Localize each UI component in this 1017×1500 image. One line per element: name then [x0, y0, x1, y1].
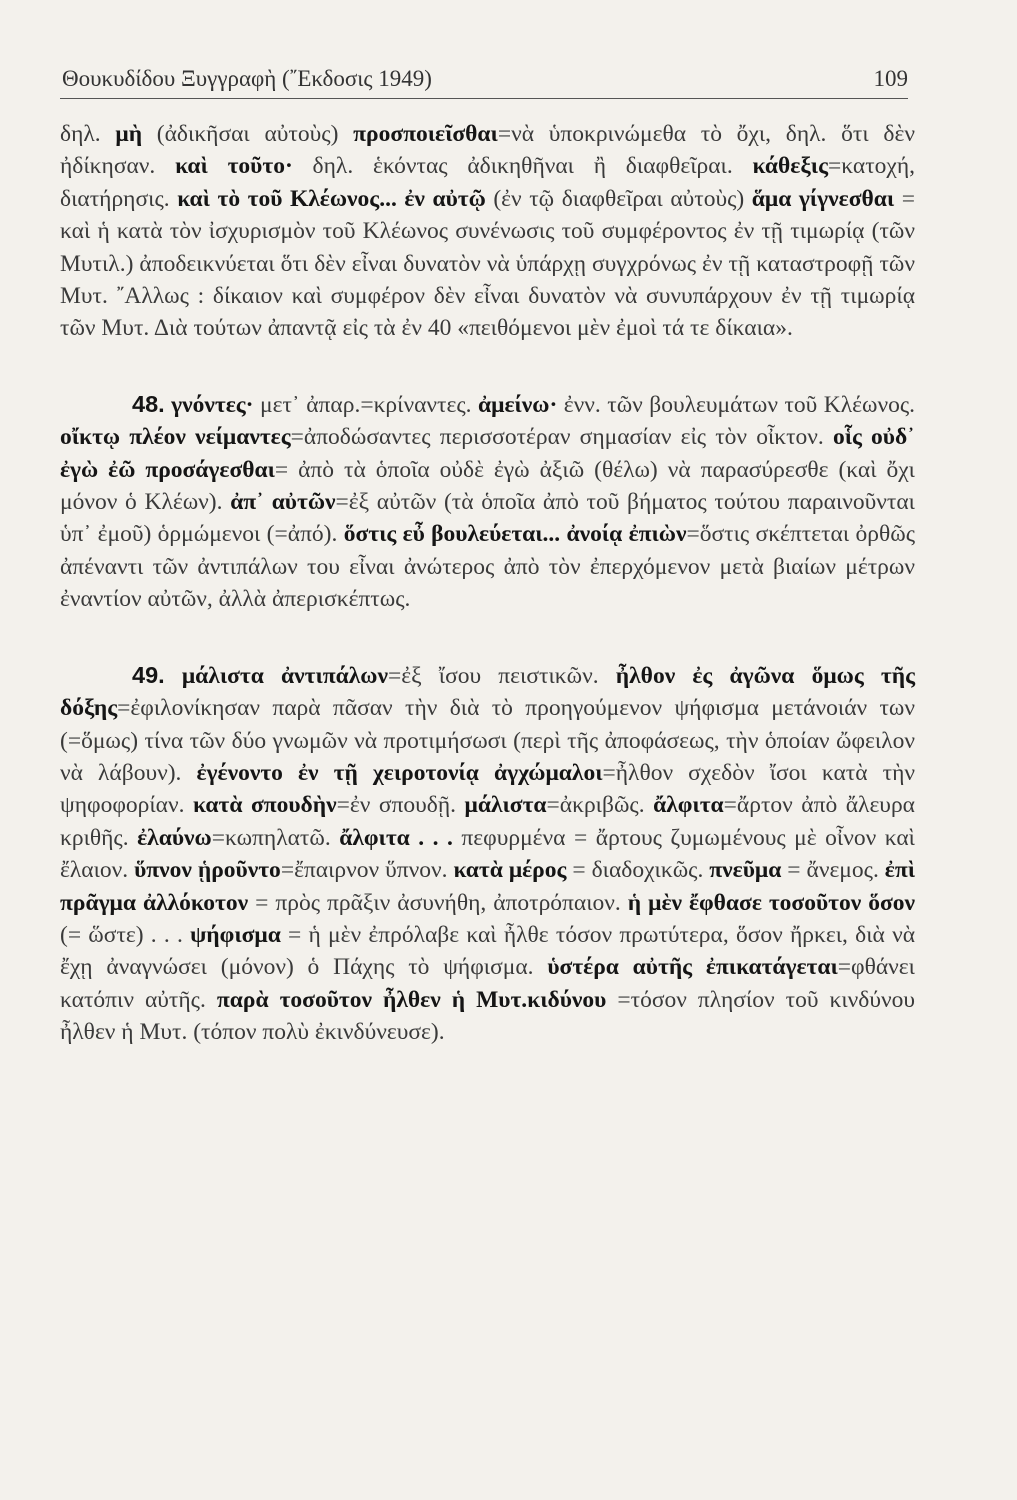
lemma: ἀπ᾽ αὐτῶν [230, 489, 336, 516]
lemma: ἐπὶ πρᾶγμα ἀλλόκοτον [60, 857, 915, 916]
gloss: = ἄνεμος. [781, 857, 885, 884]
lemma: καὶ τὸ τοῦ Κλέωνος... ἐν αὐτῷ [177, 185, 486, 212]
lemma: ὅστις εὖ βουλεύεται... ἀνοίᾳ ἐπιὼν [343, 521, 687, 548]
lemma: ἐγένοντο ἐν τῇ χειροτονίᾳ ἀγχώμαλοι [196, 759, 603, 786]
lemma: ἦλθον ἐς ἀγῶνα ὅμως τῆς δόξης [60, 662, 916, 722]
gloss: μετ᾽ ἀπαρ.=κρίναντες. [253, 391, 479, 418]
lemma: παρὰ τοσοῦτον ἦλθεν ἡ Μυτ.κιδύνου [216, 986, 607, 1013]
lemma: κατὰ σπουδὴν [193, 792, 337, 819]
commentary-body [60, 118, 915, 1049]
lemma: προσποιεῖσθαι [353, 121, 498, 147]
lemma: καὶ τοῦτο· [175, 153, 293, 180]
gloss: =ὅστις σκέπτεται ὀρθῶς ἀπέναντι τῶν ἀντιπάλων του εἶναι ἀνώτερος ἀπὸ τὸν ἐπερχόμενον μετὰ βιαίων μέτρων ἐναντίον αὐτῶν, ἀλλὰ ἀπερισκέπτως. [60, 521, 915, 613]
gloss: =ἐξ ἴσου πειστικῶν. [387, 662, 616, 689]
lemma: ψήφισμα [190, 921, 281, 948]
gloss: =ἀποδώσαντες περισσοτέραν σημασίαν εἰς τὸν οἶκτον. [290, 424, 833, 451]
gloss: =ἐφιλονίκησαν παρὰ πᾶσαν τὴν διὰ τὸ προηγούμενον ψήφισμα μετάνοιάν των (=ὅμως) τίνα τῶν δύο γνωμῶν νὰ προτιμήσωσι (περὶ τῆς ἀποφάσεως, τὴν ὁποίαν ὤφειλον νὰ λάβουν). [60, 695, 915, 786]
paragraph-47-continuation [60, 118, 915, 345]
lemma: ἐλαύνω [137, 824, 212, 851]
gloss: = ἀπὸ τὰ ὁποῖα οὐδὲ ἐγὼ ἀξιῶ (θέλω) νὰ παρασύρεσθε (καὶ ὄχι μόνον ὁ Κλέων). [60, 456, 915, 516]
section-number: 48. [132, 390, 165, 417]
gloss: =κωπηλατῶ. [211, 824, 340, 851]
lemma: μάλιστα ἀντιπάλων [181, 662, 388, 689]
lemma: ὕπνον ᾑροῦντο [134, 857, 281, 884]
gloss: =ἐξ αὐτῶν (τὰ ὁποῖα ἀπὸ τοῦ βήματος τούτου παραινοῦνται ὑπ᾽ ἐμοῦ) ὁρμώμενοι (=ἀπό). [60, 489, 915, 548]
section-number: 49. [132, 661, 165, 688]
lemma: ἅμα γίγνεσθαι [751, 185, 895, 212]
lemma: κατὰ μέρος [453, 857, 567, 884]
gloss: =νὰ ὑποκρινώμεθα τὸ ὄχι, δηλ. ὅτι δὲν ἠδίκησαν. [60, 121, 915, 180]
gloss: (= ὥστε) . . . [60, 921, 191, 948]
lemma: ἀμείνω· [478, 391, 558, 418]
gloss: δηλ. ἑκόντας ἀδικηθῆναι ἢ διαφθεῖραι. [292, 153, 753, 180]
lemma: πνεῦμα [709, 857, 782, 884]
lemma: μάλιστα [464, 792, 547, 819]
lemma: οἷς οὐδ᾽ ἐγὼ ἐῶ προσάγεσθαι [60, 424, 915, 483]
gloss: =ἀκριβῶς. [546, 792, 654, 819]
gloss: =τόσον πλησίον τοῦ κινδύνου ἦλθεν ἡ Μυτ. (τόπον πολὺ ἐκινδύνευσε). [60, 986, 915, 1046]
gloss: (ἀδικῆσαι αὐτοὺς) [142, 121, 354, 147]
gloss: =φθάνει κατόπιν αὐτῆς. [60, 954, 915, 1013]
paragraph-48 [60, 388, 915, 616]
gloss: = διαδοχικῶς. [566, 857, 710, 884]
lemma: ἄλφιτα [653, 792, 724, 819]
gloss: =ἄρτον ἀπὸ ἄλευρα κριθῆς. [60, 792, 915, 851]
paragraph-49 [60, 659, 915, 1049]
lemma: ἡ μὲν ἔφθασε τοσοῦτον ὅσον [627, 889, 916, 916]
header-title: Θουκυδίδου Ξυγγραφὴ (῎Εκδοσις 1949) [62, 66, 432, 91]
gloss: δηλ. [60, 121, 116, 147]
page-number: 109 [873, 66, 908, 91]
gloss: =ἐν σπουδῇ. [336, 792, 465, 819]
lemma: μὴ [115, 121, 143, 147]
gloss: =κατοχή, διατήρησις. [60, 153, 915, 212]
gloss: =ἦλθον σχεδὸν ἴσοι κατὰ τὴν ψηφοφορίαν. [60, 759, 916, 819]
lemma: κάθεξις [752, 153, 828, 180]
lemma: ἄλφιτα . . . [339, 824, 453, 851]
lemma: ὑστέρα αὐτῆς ἐπικατάγεται [547, 954, 838, 981]
gloss: = ἡ μὲν ἐπρόλαβε καὶ ἦλθε τόσον πρωτύτερα, ὅσον ἤρκει, διὰ νὰ ἔχῃ ἀναγνώσει (μόνον) ὁ Πάχης τὸ ψήφισμα. [60, 921, 916, 981]
gloss: =ἔπαιρνον ὕπνον. [280, 857, 454, 884]
running-header [60, 62, 908, 99]
gloss: ἐνν. τῶν βουλευμάτων τοῦ Κλέωνος. [557, 391, 916, 418]
gloss: = πρὸς πρᾶξιν ἀσυνήθη, ἀποτρόπαιον. [248, 889, 628, 916]
lemma: οἴκτῳ πλέον νείμαντες [60, 424, 291, 451]
gloss: πεφυρμένα = ἄρτους ζυμωμένους μὲ οἶνον καὶ ἔλαιον. [60, 824, 915, 884]
lemma: γνόντες· [171, 391, 254, 418]
gloss: = καὶ ἡ κατὰ τὸν ἰσχυρισμὸν τοῦ Κλέωνος συνένωσις τοῦ συμφέροντος ἐν τῇ τιμωρίᾳ (τῶν Μυτιλ.) ἀποδεικνύεται ὅτι δὲν εἶναι δυνατὸν νὰ ὑπάρχῃ συγχρόνως ἐν τῇ καταστροφῇ τῶν Μυτ. ῎Αλλως : δίκαιον καὶ συμφέρον δὲν εἶναι δυνατὸν νὰ συνυπάρχουν ἐν τῇ τιμωρίᾳ τῶν Μυτ. Διὰ τούτων ἀπαντᾷ εἰς τὰ ἐν 40 «πειθόμενοι μὲν ἐμοὶ τά τε δίκαια». [60, 185, 915, 342]
gloss: (ἐν τῷ διαφθεῖραι αὐτοὺς) [485, 185, 752, 212]
